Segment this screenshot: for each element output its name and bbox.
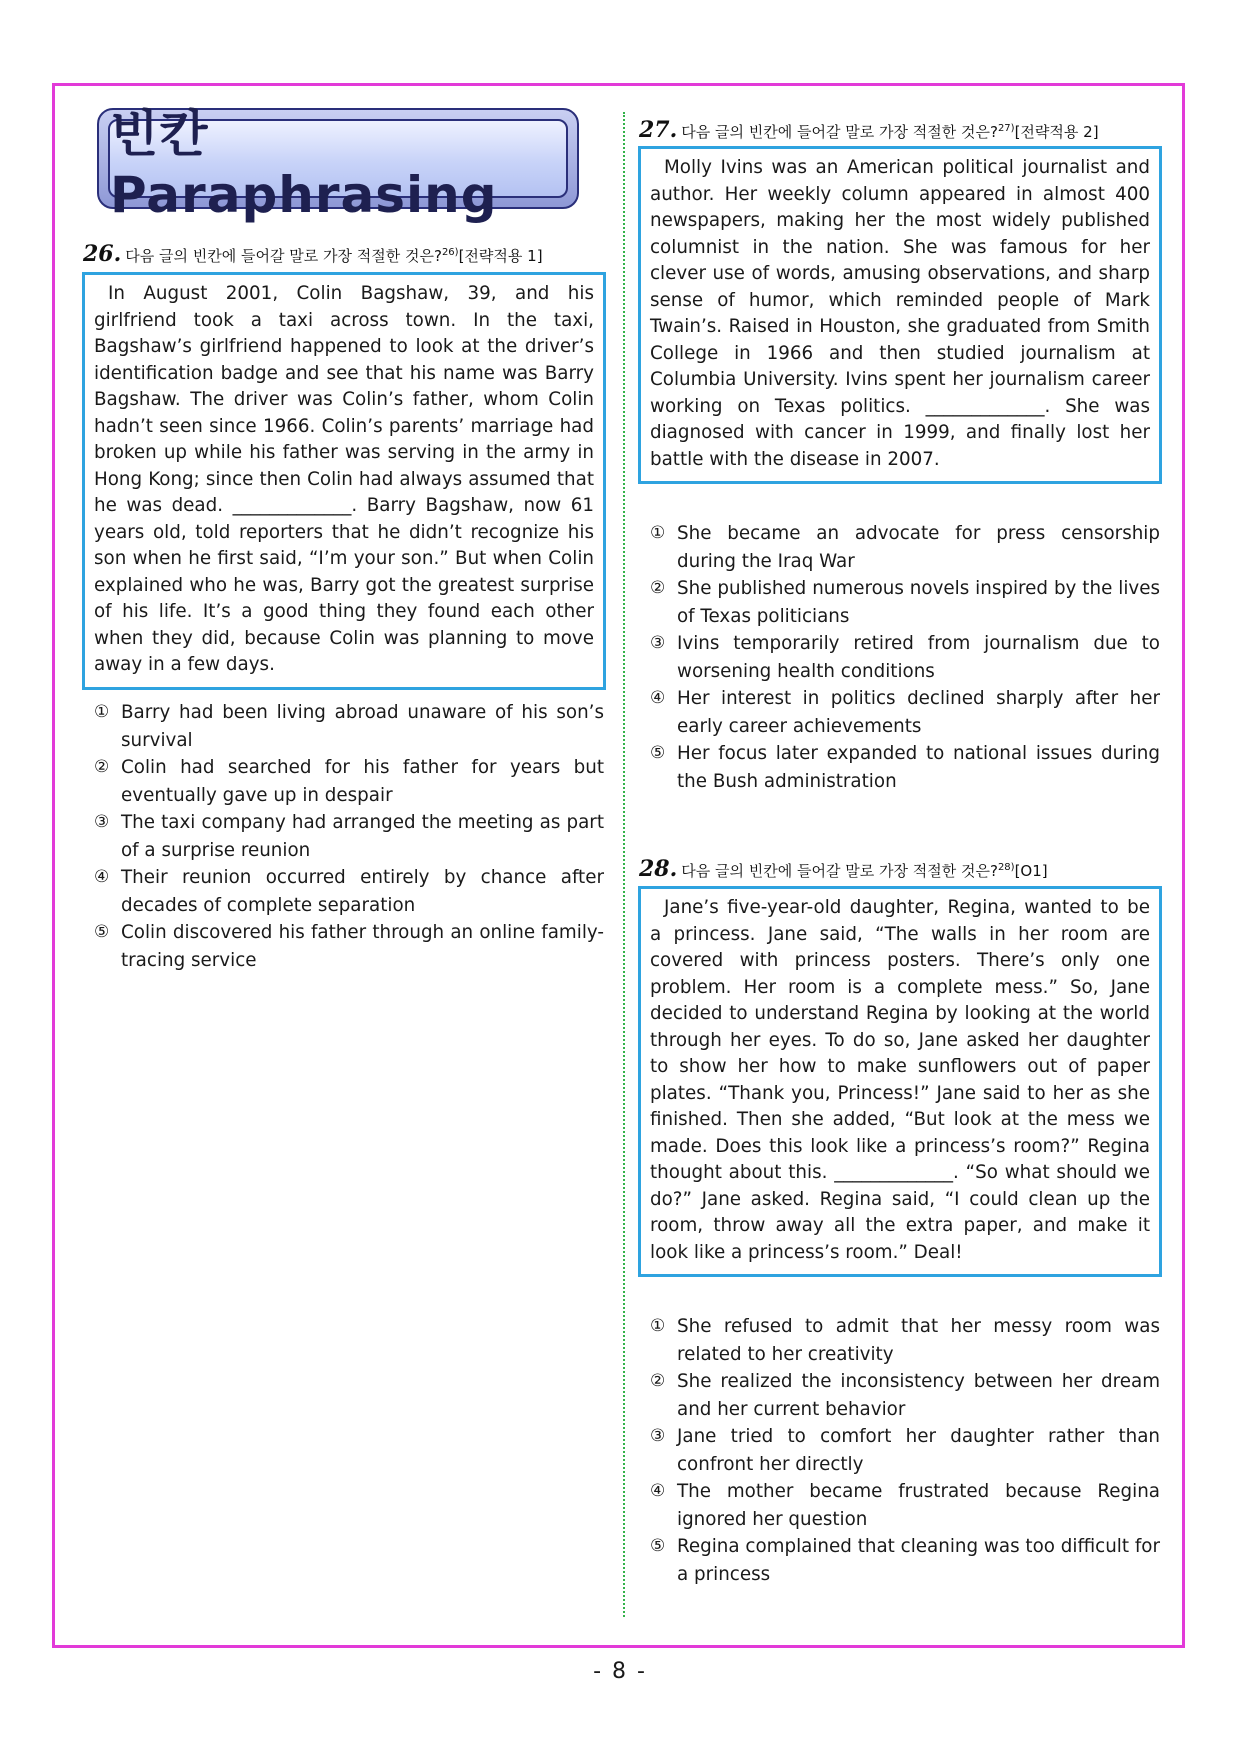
- passage-text: Molly Ivins was an American political journalist and author. Her weekly column appeared in almost 400 newspapers, making her the most widely published columnist in the nation. She was famous for her clever use of words, amusing observations, and sharp sense of humor, which reminded people of Mark Twain’s. Raised in Houston, she graduated from Smith College in 1966 and then studied journalism at Columbia University. Ivins spent her journalism career working on Texas politics. _____________. She was diagnosed with cancer in 1999, and finally lost her battle with the disease in 2007.: [650, 157, 1150, 470]
- choice-number: ⑤: [650, 1536, 666, 1556]
- choice-1[interactable]: [94, 699, 604, 754]
- choice-number: ③: [650, 633, 666, 653]
- choice-text: Their reunion occurred entirely by chance after decades of complete separation: [121, 867, 604, 916]
- choice-text: Her interest in politics declined sharply after her early career achievements: [677, 688, 1160, 737]
- section-banner: [97, 104, 579, 224]
- question-26-header: [83, 241, 543, 267]
- choice-text: Ivins temporarily retired from journalism due to worsening health conditions: [677, 633, 1160, 682]
- choice-text: Barry had been living abroad unaware of his son’s survival: [121, 702, 604, 751]
- choice-text: She published numerous novels inspired by the lives of Texas politicians: [677, 578, 1160, 627]
- question-26-passage: [82, 272, 606, 690]
- choice-2[interactable]: [94, 754, 604, 809]
- choice-text: She realized the inconsistency between her dream and her current behavior: [677, 1371, 1160, 1420]
- question-ref: 27): [997, 123, 1015, 134]
- question-prompt: 다음 글의 빈칸에 들어갈 말로 가장 적절한 것은?: [681, 862, 998, 880]
- choice-3[interactable]: [94, 809, 604, 864]
- page-number: - 8 -: [593, 1659, 647, 1684]
- question-27-choices: [650, 520, 1160, 795]
- question-prompt: 다음 글의 빈칸에 들어갈 말로 가장 적절한 것은?: [125, 247, 442, 265]
- question-prompt: 다음 글의 빈칸에 들어갈 말로 가장 적절한 것은?: [681, 123, 998, 141]
- choice-4[interactable]: [650, 685, 1160, 740]
- choice-text: She became an advocate for press censorship during the Iraq War: [677, 523, 1160, 572]
- choice-2[interactable]: [650, 1368, 1160, 1423]
- choice-text: The taxi company had arranged the meeting as part of a surprise reunion: [121, 812, 604, 861]
- choice-number: ④: [94, 867, 110, 887]
- question-26-choices: [94, 699, 604, 974]
- choice-4[interactable]: [650, 1478, 1160, 1533]
- question-27-passage: [638, 146, 1162, 484]
- choice-number: ②: [94, 757, 110, 777]
- choice-text: Regina complained that cleaning was too difficult for a princess: [677, 1536, 1160, 1585]
- choice-number: ④: [650, 688, 666, 708]
- choice-text: Her focus later expanded to national issues during the Bush administration: [677, 743, 1160, 792]
- choice-text: Colin had searched for his father for years but eventually gave up in despair: [121, 757, 604, 806]
- choice-number: ①: [94, 702, 110, 722]
- section-banner-inner: [108, 104, 568, 224]
- choice-number: ②: [650, 1371, 666, 1391]
- question-28-choices: [650, 1313, 1160, 1588]
- question-ref: 28): [997, 862, 1015, 873]
- choice-3[interactable]: [650, 1423, 1160, 1478]
- choice-number: ⑤: [650, 743, 666, 763]
- choice-5[interactable]: [94, 919, 604, 974]
- passage-text: Jane’s five-year-old daughter, Regina, wanted to be a princess. Jane said, “The walls in her room are covered with princess posters. There’s only one problem. Her room is a complete mess.” So, Jane decided to understand Regina by looking at the world through her eyes. To do so, Jane asked her daughter to show her how to make sunflowers out of paper plates. “Thank you, Princess!” Jane said to her as she finished. Then she added, “But look at the mess we made. Does this look like a princess’s room?” Regina thought about this. _____________. “So what should we do?” Jane asked. Regina said, “I could clean up the room, throw away all the extra paper, and make it look like a princess’s room.” Deal!: [650, 897, 1150, 1263]
- question-number: 27.: [639, 117, 678, 143]
- choice-text: Jane tried to comfort her daughter rather than confront her directly: [677, 1426, 1160, 1475]
- choice-2[interactable]: [650, 575, 1160, 630]
- question-source: [O1]: [1014, 862, 1048, 880]
- question-28-header: [639, 856, 1048, 882]
- question-source: [전략적용 2]: [1014, 123, 1099, 141]
- choice-number: ④: [650, 1481, 666, 1501]
- choice-number: ③: [94, 812, 110, 832]
- passage-text: In August 2001, Colin Bagshaw, 39, and his girlfriend took a taxi across town. In the taxi, Bagshaw’s girlfriend happened to look at the driver’s identification badge and see that his name was Barry Bagshaw. The driver was Colin’s father, whom Colin hadn’t seen since 1966. Colin’s parents’ marriage had broken up while his father was serving in the army in Hong Kong; since then Colin had always assumed that he was dead. _____________. Barry Bagshaw, now 61 years old, told reporters that he didn’t recognize his son when he first said, “I’m your son.” But when Colin explained who he was, Barry got the greatest surprise of his life. It’s a good thing they found each other when they did, because Colin was planning to move away in a few days.: [94, 283, 594, 675]
- choice-5[interactable]: [650, 1533, 1160, 1588]
- question-ref: 26): [441, 247, 459, 258]
- choice-number: ①: [650, 1316, 666, 1336]
- question-source: [전략적용 1]: [458, 247, 543, 265]
- choice-text: She refused to admit that her messy room was related to her creativity: [677, 1316, 1160, 1365]
- choice-3[interactable]: [650, 630, 1160, 685]
- question-28-passage: [638, 886, 1162, 1277]
- choice-text: The mother became frustrated because Regina ignored her question: [677, 1481, 1160, 1530]
- question-27-header: [639, 117, 1099, 143]
- choice-number: ②: [650, 578, 666, 598]
- choice-1[interactable]: [650, 520, 1160, 575]
- column-divider: [623, 112, 625, 1617]
- choice-4[interactable]: [94, 864, 604, 919]
- question-number: 26.: [83, 241, 122, 267]
- choice-number: ③: [650, 1426, 666, 1446]
- choice-1[interactable]: [650, 1313, 1160, 1368]
- choice-number: ⑤: [94, 922, 110, 942]
- choice-text: Colin discovered his father through an online family-tracing service: [121, 922, 604, 971]
- question-number: 28.: [639, 856, 678, 882]
- choice-5[interactable]: [650, 740, 1160, 795]
- section-title: 빈칸 Paraphrasing: [110, 104, 498, 224]
- choice-number: ①: [650, 523, 666, 543]
